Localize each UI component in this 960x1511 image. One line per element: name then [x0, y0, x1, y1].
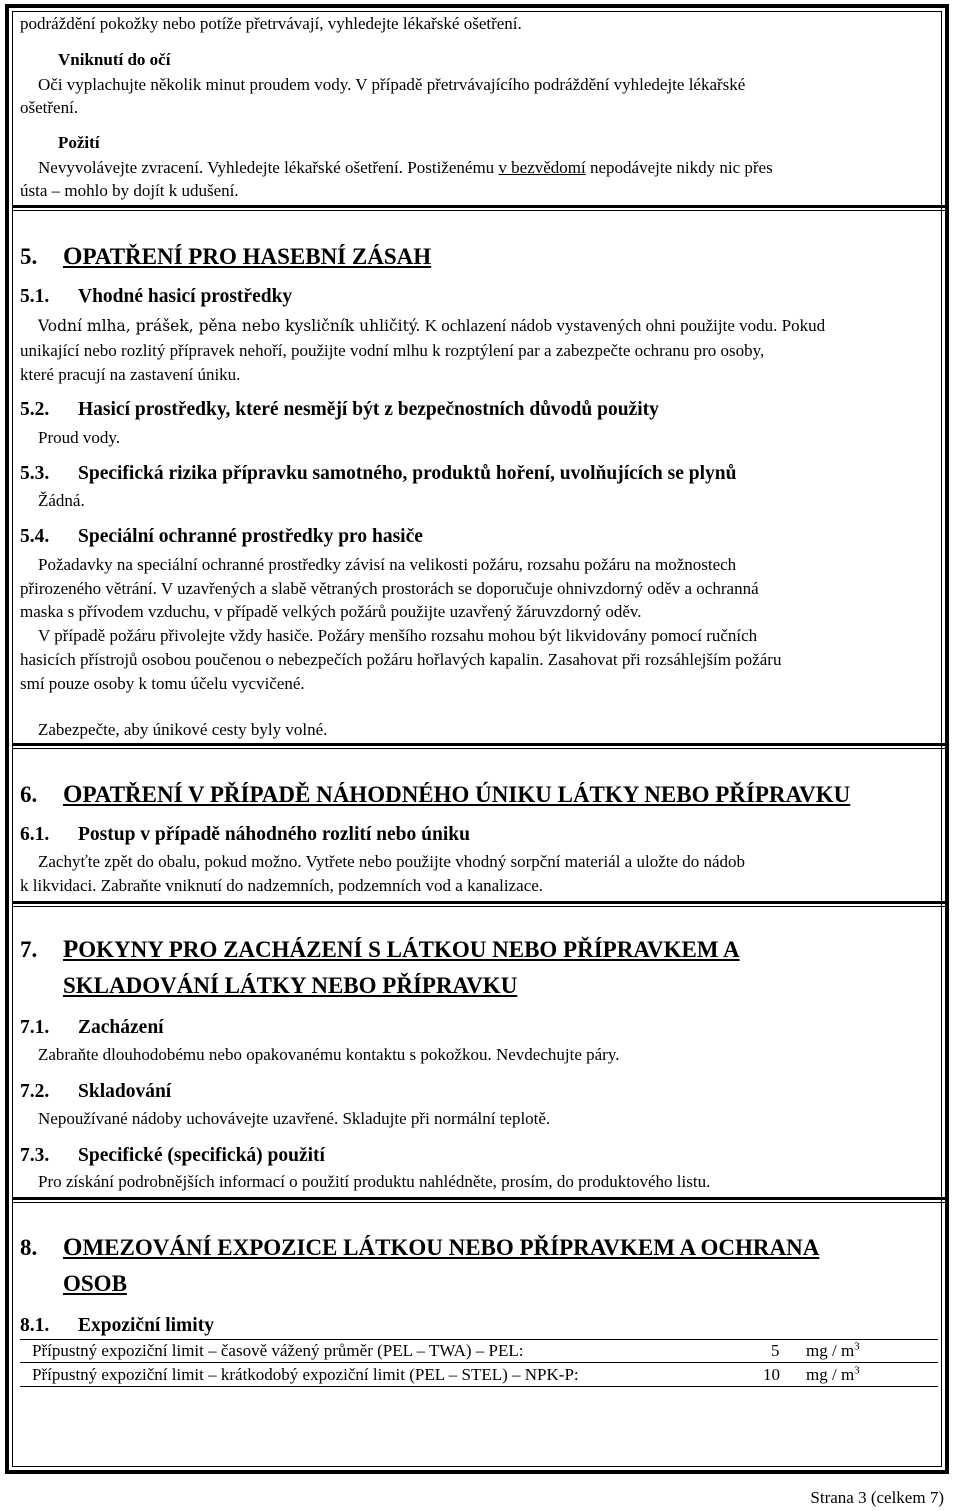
- page-number: Strana 3 (celkem 7): [810, 1488, 944, 1507]
- subsection-5-2-title: Hasicí prostředky, které nesmějí být z bezpečnostních důvodů použity: [78, 399, 659, 420]
- eyes-text-2: ošetření.: [20, 98, 79, 117]
- subsection-7-2-number: 7.2.: [20, 1081, 50, 1102]
- section-divider: [12, 1197, 948, 1200]
- subsection-6-1-number: 6.1.: [20, 824, 50, 845]
- subsection-8-1-title: Expoziční limity: [78, 1315, 214, 1336]
- section-5-number: 5.: [20, 244, 38, 269]
- s73-text: Pro získání podrobnějších informací o použití produktu nahlédněte, prosím, do produktového listu.: [38, 1172, 711, 1191]
- section-8-title-line-2: OSOB: [63, 1271, 127, 1296]
- first-aid-skin-tail: podráždění pokožky nebo potíže přetrvávají, vyhledejte lékařské ošetření.: [20, 14, 522, 33]
- subsection-7-3-title: Specifické (specifická) použití: [78, 1145, 325, 1166]
- section-5-title: OPATŘENÍ PRO HASEBNÍ ZÁSAH: [63, 243, 432, 270]
- s52-text: Proud vody.: [38, 428, 121, 447]
- limit-row-1-unit: mg / $m^3$: [806, 1340, 860, 1360]
- s51-text-1: Vodní mlha, prášek, pěna nebo kysličník uhličitý. K ochlazení nádob vystavených ohni použijte vodu. Pokud: [38, 316, 826, 335]
- s54-text-1: Požadavky na speciální ochranné prostředky závisí na velikosti požáru, rozsahu požáru na možnostech: [38, 555, 737, 574]
- s71-text: Zabraňte dlouhodobému nebo opakovanému kontaktu s pokožkou. Nevdechujte páry.: [38, 1045, 620, 1064]
- section-divider: [12, 210, 948, 211]
- section-7-title-line-2: SKLADOVÁNÍ LÁTKY NEBO PŘÍPRAVKU: [63, 973, 518, 998]
- limit-row-2-unit: mg / $m^3$: [806, 1364, 860, 1384]
- subsection-7-3-number: 7.3.: [20, 1145, 50, 1166]
- s54-text-4: V případě požáru přivolejte vždy hasiče. Požáry menšího rozsahu mohou být likvidovány pomocí ručních: [38, 626, 758, 645]
- s54-text-5: hasicích přístrojů osobou poučenou o nebezpečích požáru hořlavých kapalin. Zasahovat při rozsáhlejším požáru: [20, 650, 782, 669]
- ingestion-heading: Požití: [58, 133, 100, 152]
- subsection-5-4-number: 5.4.: [20, 526, 50, 547]
- limits-table-rule: [20, 1339, 938, 1340]
- eyes-text-1: Oči vyplachujte několik minut proudem vody. V případě přetrvávajícího podráždění vyhledejte lékařské: [38, 75, 746, 94]
- subsection-5-2-number: 5.2.: [20, 399, 50, 420]
- ingestion-text-2: ústa – mohlo by dojít k udušení.: [20, 181, 239, 200]
- subsection-5-3-number: 5.3.: [20, 463, 50, 484]
- s61-text-1: Zachyťte zpět do obalu, pokud možno. Vytřete nebo použijte vhodný sorpční materiál a uložte do nádob: [38, 852, 746, 871]
- limit-row-1-label: Přípustný expoziční limit – časově vážený průměr (PEL – TWA) – PEL:: [32, 1341, 524, 1360]
- section-divider: [12, 743, 948, 746]
- section-divider: [12, 205, 948, 208]
- subsection-5-3-title: Specifická rizika přípravku samotného, produktů hoření, uvolňujících se plynů: [78, 463, 737, 484]
- s54-text-3: maska s přívodem vzduchu, v případě velkých požárů použijte uzavřený žáruvzdorný oděv.: [20, 602, 642, 621]
- s72-text: Nepoužívané nádoby uchovávejte uzavřené. Skladujte při normální teplotě.: [38, 1109, 551, 1128]
- limit-row-2-label: Přípustný expoziční limit – krátkodobý expoziční limit (PEL – STEL) – NPK-P:: [32, 1365, 579, 1384]
- section-8-number: 8.: [20, 1235, 38, 1260]
- s54-text-6: smí pouze osoby k tomu účelu vycvičené.: [20, 674, 305, 693]
- limit-row-1-value: 5: [771, 1341, 780, 1360]
- eyes-heading: Vniknutí do očí: [58, 50, 171, 69]
- section-6-title: OPATŘENÍ V PŘÍPADĚ NÁHODNÉHO ÚNIKU LÁTKY NEBO PŘÍPRAVKU: [63, 781, 851, 808]
- s54-text-7: Zabezpečte, aby únikové cesty byly volné.: [38, 720, 328, 739]
- section-divider: [12, 901, 948, 904]
- subsection-5-1-number: 5.1.: [20, 286, 50, 307]
- limits-table-rule: [20, 1362, 938, 1363]
- s61-text-2: k likvidaci. Zabraňte vniknutí do nadzemních, podzemních vod a kanalizace.: [20, 876, 544, 895]
- subsection-7-1-title: Zacházení: [78, 1017, 164, 1038]
- s54-text-2: přirozeného větrání. V uzavřených a slabě větraných prostorách se doporučuje ohnivzdorný oděv a ochranná: [20, 579, 759, 598]
- s51-text-2: unikající nebo rozlitý přípravek nehoří, použijte vodní mlhu k rozptýlení par a zabezpečte ochranu pro osoby,: [20, 341, 765, 360]
- s51-text-3: které pracují na zastavení úniku.: [20, 365, 241, 384]
- section-6-number: 6.: [20, 782, 38, 807]
- subsection-7-1-number: 7.1.: [20, 1017, 50, 1038]
- section-7-title-line-1: POKYNY PRO ZACHÁZENÍ S LÁTKOU NEBO PŘÍPRAVKEM A: [63, 936, 740, 963]
- subsection-8-1-number: 8.1.: [20, 1315, 50, 1336]
- ingestion-text-1: Nevyvolávejte zvracení. Vyhledejte lékařské ošetření. Postiženému v bezvědomí nepodávejte nikdy nic přes: [38, 158, 773, 177]
- section-divider: [12, 748, 948, 749]
- section-7-number: 7.: [20, 937, 38, 962]
- section-8-title-line-1: OMEZOVÁNÍ EXPOZICE LÁTKOU NEBO PŘÍPRAVKEM A OCHRANA: [63, 1234, 820, 1261]
- subsection-5-1-title: Vhodné hasicí prostředky: [78, 286, 293, 307]
- subsection-7-2-title: Skladování: [78, 1081, 172, 1102]
- section-divider: [12, 1202, 948, 1203]
- subsection-6-1-title: Postup v případě náhodného rozlití nebo úniku: [78, 824, 470, 845]
- subsection-5-4-title: Speciální ochranné prostředky pro hasiče: [78, 526, 423, 547]
- limits-table-rule: [20, 1386, 938, 1387]
- section-divider: [12, 906, 948, 907]
- limit-row-2-value: 10: [763, 1365, 780, 1384]
- s53-text: Žádná.: [38, 491, 85, 510]
